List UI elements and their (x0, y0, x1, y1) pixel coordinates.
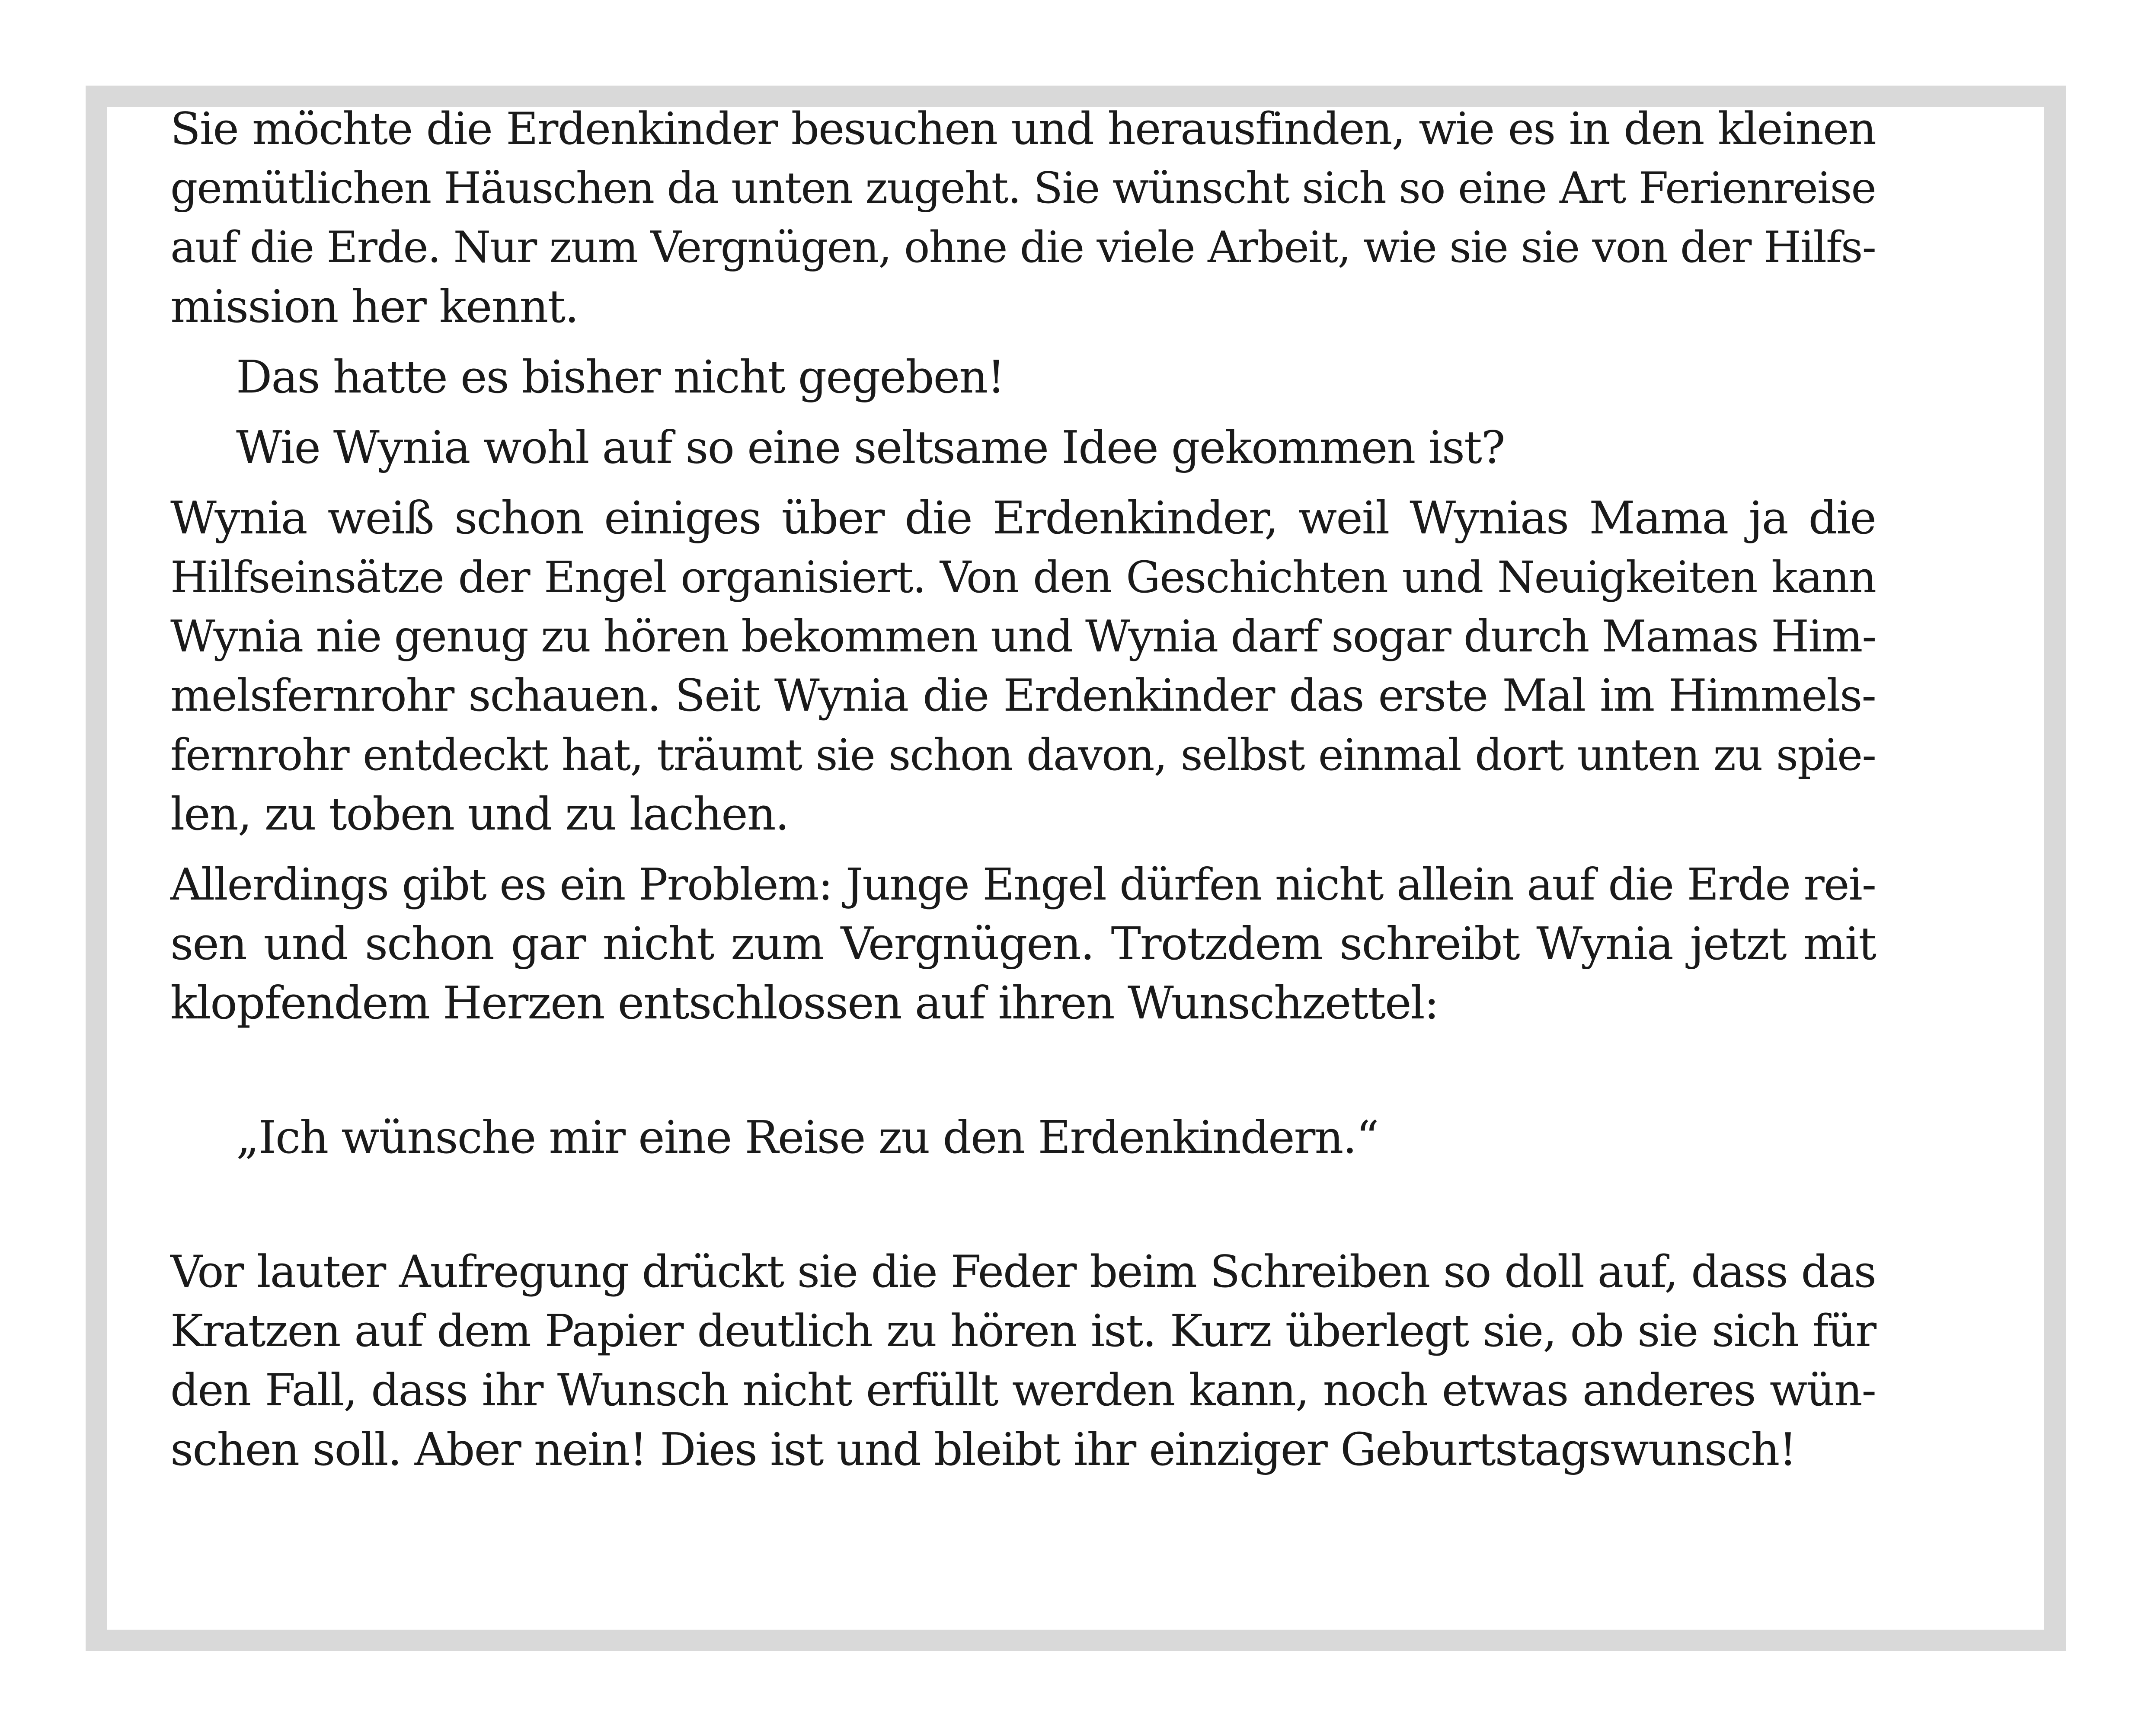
text-line: schen soll. Aber nein! Dies ist und bleibt ihr einziger Geburtstagswunsch! (170, 1423, 1797, 1476)
text-line: Kratzen auf dem Papier deutlich zu hören ist. Kurz überlegt sie, ob sie sich für (170, 1305, 1876, 1357)
paragraph-1 (170, 99, 1876, 336)
paragraph-5 (170, 855, 1876, 1033)
text-line: len, zu toben und zu lachen. (170, 788, 789, 840)
text-line: Sie möchte die Erdenkinder besuchen und herausfinden, wie es in den kleinen (170, 103, 1876, 155)
text-line: Das hatte es bisher nicht gegeben! (236, 351, 1004, 403)
document-text (170, 99, 1876, 1479)
text-line: sen und schon gar nicht zum Vergnügen. Trotzdem schreibt Wynia jetzt mit (170, 917, 1876, 970)
paragraph-7 (170, 1242, 1876, 1479)
text-line: melsfernrohr schauen. Seit Wynia die Erdenkinder das erste Mal im Himmels- (170, 670, 1876, 721)
paragraph-2 (170, 348, 1876, 407)
text-line: Vor lauter Aufregung drückt sie die Feder beim Schreiben so doll auf, dass das (170, 1246, 1876, 1298)
text-line: klopfendem Herzen entschlossen auf ihren Wunschzettel: (170, 976, 1439, 1029)
paragraph-3 (170, 418, 1876, 477)
text-line: Wie Wynia wohl auf so eine seltsame Idee gekommen ist? (236, 421, 1505, 474)
text-line: Wynia nie genug zu hören bekommen und Wynia darf sogar durch Mamas Him- (170, 611, 1876, 662)
text-line: auf die Erde. Nur zum Vergnügen, ohne die viele Arbeit, wie sie sie von der Hilfs- (170, 223, 1876, 272)
text-line: den Fall, dass ihr Wunsch nicht erfüllt werden kann, noch etwas anderes wün- (170, 1365, 1876, 1416)
text-line: „Ich wünsche mir eine Reise zu den Erdenkindern.“ (236, 1111, 1378, 1164)
text-line: mission her kennt. (170, 280, 579, 333)
paragraph-4 (170, 488, 1876, 844)
text-line: Wynia weiß schon einiges über die Erdenkinder, weil Wynias Mama ja die (170, 491, 1876, 544)
wish-quote (170, 1108, 1876, 1167)
text-line: fernrohr entdeckt hat, träumt sie schon davon, selbst einmal dort unten zu spie- (170, 730, 1876, 780)
text-line: Hilfseinsätze der Engel organisiert. Von den Geschichten und Neuigkeiten kann (170, 552, 1876, 603)
text-line: Allerdings gibt es ein Problem: Junge Engel dürfen nicht allein auf die Erde rei- (170, 859, 1876, 910)
text-line: gemütlichen Häuschen da unten zugeht. Sie wünscht sich so eine Art Ferienreise (170, 163, 1876, 213)
